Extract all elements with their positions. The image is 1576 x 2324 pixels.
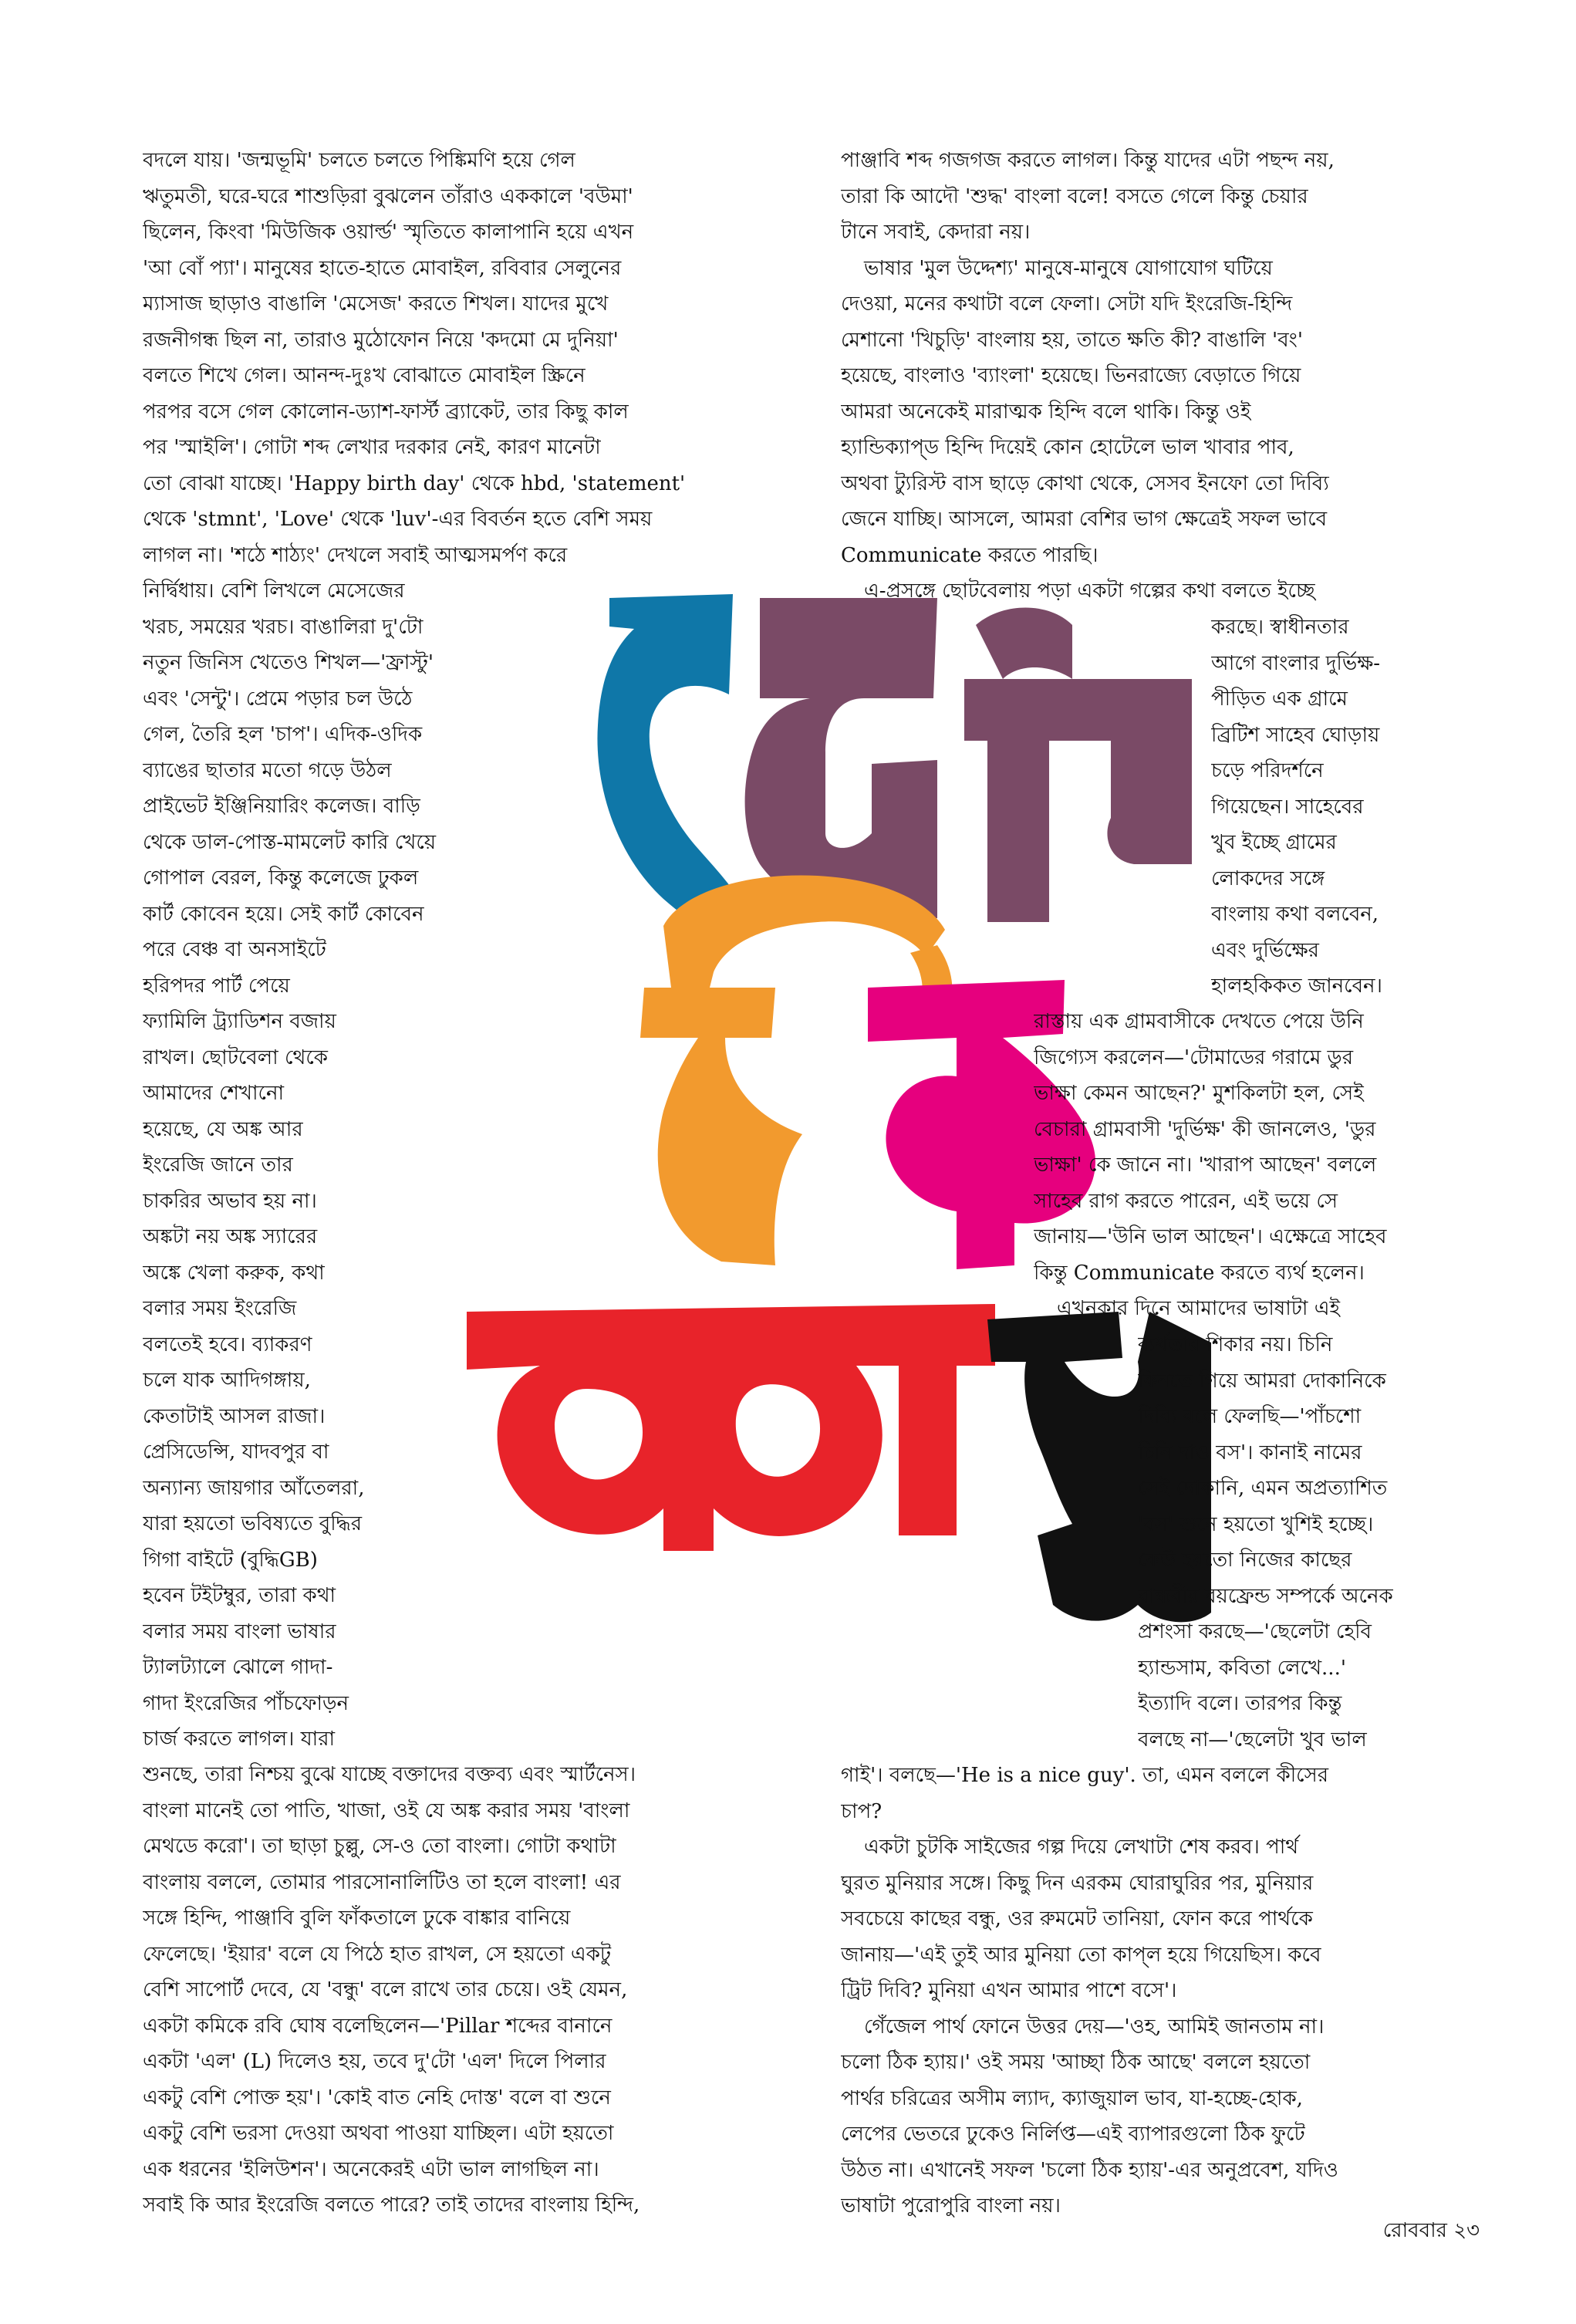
text-line: লেপের ভেতরে ঢুকেও নির্লিপ্ত—এই ব্যাপারগুলো ঠিক ফুটে (841, 2123, 1305, 2146)
text-line: যারা হয়তো ভবিষ্যতে বুদ্ধির (143, 1512, 363, 1535)
headline-cha-glyph (597, 594, 745, 936)
text-line: চিনি দাও বস'। কানাই নামের (1138, 1441, 1362, 1464)
text-line: গিয়েছেন। সাহেবের (1211, 795, 1364, 819)
text-line: একটা চুটকি সাইজের গল্প দিয়ে লেখাটা শেষ করব। পার্থ (864, 1836, 1299, 1859)
text-line: চলো ঠিক হ্যায়।' ওই সময় 'আচ্ছা ঠিক আছে' বললে হয়তো (841, 2051, 1311, 2074)
text-line: বলার সময় ইংরেজি (143, 1297, 297, 1320)
text-line: ভাক্ষা কেমন আছেন?' মুশকিলটা হল, সেই (1034, 1082, 1364, 1105)
text-line: এ-প্রসঙ্গে ছোটবেলায় পড়া একটা গল্পের কথা বলতে ইচ্ছে (864, 579, 1315, 603)
page-folio: রোববার ২৩ (1382, 2219, 1480, 2242)
text-line: আমরা অনেকেই মারাত্মক হিন্দি বলে থাকি। কিন্তু ওই (841, 400, 1251, 424)
text-line: বলছে না—'ছেলেটা খুব ভাল (1138, 1728, 1367, 1751)
text-line: বদলে যায়। 'জন্মভূমি' চলতে চলতে পিঙ্কিমণি হয়ে গেল (143, 149, 575, 172)
text-line: বলতেই হবে। ব্যাকরণ (143, 1333, 312, 1356)
text-line: গোপাল বেরল, কিন্তু কলেজে ঢুকল (143, 866, 419, 890)
right-column-bottom (841, 1758, 1512, 2224)
text-line: হয়েছে, যে অঙ্ক আর (143, 1117, 303, 1141)
text-line: একটা কমিকে রবি ঘোষ বলেছিলেন—'Pillar শব্দের বানানে (143, 2014, 613, 2038)
text-line: আমাদের শেখানো (143, 1082, 285, 1105)
text-line: অঙ্কটা নয় অঙ্ক স্যারের (143, 1225, 318, 1248)
text-line: পর 'স্মাইলি'। গোটা শব্দ লেখার দরকার নেই, কারণ মানেটা (143, 436, 601, 459)
text-line: চাপ? (841, 1799, 882, 1823)
text-line: হবেন টইটম্বুর, তারা কথা (143, 1584, 336, 1607)
text-line: কিনতে গিয়ে আমরা দোকানিকে (1138, 1369, 1386, 1393)
text-line: চাকরির অভাব হয় না। (143, 1189, 317, 1213)
text-line: রজনীগন্ধ ছিল না, তারাও মুঠোফোন নিয়ে 'কদমো মে দুনিয়া' (143, 328, 619, 352)
text-line: বাংলায় কথা বলবেন, (1211, 903, 1379, 926)
text-line: প্রশংসা করছে—'ছেলেটা হেবি (1138, 1620, 1372, 1643)
text-line: সবচেয়ে কাছের বন্ধু, ওর রুমমেট তানিয়া, ফোন করে পার্থকে (841, 1907, 1313, 1930)
text-line: ট্যালট্যালে ঝোলে গাদা- (143, 1656, 333, 1679)
text-line: গেল, তৈরি হল 'চাপ'। এদিক-ওদিক (143, 723, 423, 746)
text-line: প্রাইভেট ইঞ্জিনিয়ারিং কলেজ। বাড়ি (143, 795, 420, 818)
text-line: গিগা বাইটে (বুদ্ধিGB) (143, 1548, 318, 1572)
text-line: Communicate করতে পারছি। (841, 543, 1098, 567)
headline-lo-glyph (745, 598, 1192, 922)
text-line: সেই দোকানি, এমন অপ্রত্যাশিত (1138, 1477, 1388, 1500)
text-line: একটু বেশি ভরসা দেওয়া অথবা পাওয়া যাচ্ছিল। এটা হয়তো (143, 2122, 614, 2145)
text-line: উঠত না। এখানেই সফল 'চলো ঠিক হ্যায়'-এর অনুপ্রবেশ, যদিও (841, 2158, 1338, 2182)
text-line: পরে বেঞ্চ বা অনসাইটে (143, 938, 326, 961)
text-line: নির্দ্বিধায়। বেশি লিখলে মেসেজের (143, 579, 405, 603)
text-line: বেচারা গ্রামবাসী 'দুর্ভিক্ষ' কী জানলেও, 'ডুর (1034, 1117, 1376, 1141)
text-line: ফেলেছে। 'ইয়ার' বলে যে পিঠে হাত রাখল, সে হয়তো একটু (143, 1942, 612, 1966)
text-line: খরচ, সময়ের খরচ। বাঙালিরা দু'টো (143, 615, 424, 639)
text-line: ফ্যামিলি ট্র্যাডিশন বজায় (143, 1010, 336, 1033)
text-line: আগে বাংলার দুর্ভিক্ষ- (1211, 651, 1381, 675)
text-line: লোকদের সঙ্গে (1211, 866, 1325, 890)
text-line: ইংরেজি জানে তার (143, 1154, 293, 1177)
text-line: প্রেসিডেন্সি, যাদবপুর বা (143, 1441, 329, 1464)
text-line: গাই'। বলছে—'He is a nice guy'. তা, এমন বললে কীসের (841, 1764, 1329, 1787)
text-line: অথবা ট্যুরিস্ট বাস ছাড়ে কোথা থেকে, সেসব ইনফো তো দিব্যি (841, 471, 1329, 495)
text-line: ভাষাটা পুরোপুরি বাংলা নয়। (841, 2194, 1061, 2218)
text-line: ইত্যাদি বলে। তারপর কিন্তু (1138, 1692, 1342, 1715)
text-line: গেঁজেল পার্থ ফোনে উত্তর দেয়—'ওহ, আমিই জানতাম না। (864, 2015, 1325, 2039)
text-line: বেশি সাপোর্ট দেবে, যে 'বন্ধু' বলে রাখে তার চেয়ে। ওই যেমন, (143, 1978, 628, 2001)
text-line: ঘুরত মুনিয়ার সঙ্গে। কিছু দিন এরকম ঘোরাঘুরির পর, মুনিয়ার (841, 1871, 1314, 1895)
text-line: ভাষার 'মুল উদ্দেশ্য' মানুষে-মানুষে যোগাযোগ ঘটিয়ে (864, 256, 1273, 280)
text-line: পরপর বসে গেল কোলোন-ড্যাশ-ফার্স্ট ব্র্যাকেট, তার কিছু কাল (143, 400, 629, 424)
headline-hya-glyph (467, 1304, 995, 1551)
text-line: তারা কি আদৌ 'শুদ্ধ' বাংলা বলে! বসতে গেলে কিন্তু চেয়ার (841, 184, 1308, 208)
left-column-top (143, 143, 814, 573)
text-line: লাগল না। 'শঠে শাঠ্যং' দেখলে সবাই আত্মসমর্পণ করে (143, 543, 568, 567)
text-line: কেতাটাই আসল রাজা। (143, 1404, 326, 1428)
left-column-bottom (143, 1757, 814, 2224)
text-line: মেথডে করো'। তা ছাড়া চুল্লু, সে-ও তো বাংলা। গোটা কথাটা (143, 1835, 616, 1858)
text-line: হয়েছে, বাংলাও 'ব্যাংলা' হয়েছে। ভিনরাজ্যে বেড়াতে গিয়ে (841, 364, 1301, 387)
right-column-narrow-1 (1211, 610, 1512, 1005)
text-line: দিব্যি বলে ফেলছি—'পাঁচশো (1138, 1405, 1362, 1428)
text-line: পাঞ্জাবি শব্দ গজগজ করতে লাগল। কিন্তু যাদের এটা পছন্দ নয়, (841, 149, 1335, 172)
text-line: রাস্তায় এক গ্রামবাসীকে দেখতে পেয়ে উনি (1034, 1010, 1364, 1033)
text-line: বাংলা মানেই তো পাতি, খাজা, ওই যে অঙ্ক করার সময় 'বাংলা (143, 1799, 630, 1822)
text-line: চলে যাক আদিগঙ্গায়, (143, 1369, 311, 1392)
text-line: হ্যান্ডিক্যাপ্‌ড হিন্দি দিয়েই কোন হোটেলে ভাল খাবার পাব, (841, 436, 1294, 459)
text-line: বাংলায় বললে, তোমার পারসোনালিটিও তা হলে বাংলা! এর (143, 1870, 621, 1894)
text-line: হালহকিকত জানবেন। (1211, 975, 1382, 998)
text-line: দেওয়া, মনের কথাটা বলে ফেলা। সেটা যদি ইংরেজি-হিন্দি (841, 292, 1293, 316)
text-line: অঙ্কে খেলা করুক, কথা (143, 1261, 325, 1285)
text-line: ব্যাঙের ছাতার মতো গড়ে উঠল (143, 758, 392, 782)
text-line: চড়ে পরিদর্শনে (1211, 759, 1324, 782)
text-line: থেকে ডাল-পোস্ত-মামলেট কারি খেয়ে (143, 830, 437, 854)
text-line: পীড়িত এক গ্রামে (1211, 687, 1348, 711)
text-line: জেনে যাচ্ছি। আসলে, আমরা বেশির ভাগ ক্ষেত্রেই সফল ভাবে (841, 508, 1328, 531)
text-line: সবাই কি আর ইংরেজি বলতে পারে? তাই তাদের বাংলায় হিন্দি, (143, 2194, 640, 2217)
text-line: ঋতুমতী, ঘরে-ঘরে শাশুড়িরা বুঝলেন তাঁরাও এককালে 'বউমা' (143, 184, 633, 208)
text-line: মেশানো 'খিচুড়ি' বাংলায় হয়, তাতে ক্ষতি কী? বাঙালি 'বং' (841, 328, 1304, 352)
text-line: করছে। স্বাধীনতার (1211, 616, 1349, 639)
text-line: তো বোঝা যাচ্ছে। 'Happy birth day' থেকে hbd, 'statement' (143, 471, 686, 495)
text-line: হরিপদর পার্ট পেয়ে (143, 974, 290, 998)
text-line: বলার সময় বাংলা ভাষার (143, 1620, 336, 1643)
text-line: এক ধরনের 'ইলিউশন'। অনেকেরই এটা ভাল লাগছিল না। (143, 2157, 599, 2181)
right-column-top (841, 143, 1512, 610)
text-line: কার্ট কোবেন হয়ে। সেই কার্ট কোবেন (143, 902, 424, 926)
text-line: থেকে 'stmnt', 'Love' থেকে 'luv'-এর বিবর্তন হতে বেশি সময় (143, 508, 653, 531)
text-line: একটা 'এল' (L) দিলেও হয়, তবে দু'টো 'এল' দিলে পিলার (143, 2050, 606, 2073)
left-column-narrow (143, 573, 521, 1758)
text-line: কিন্তু Communicate করতে ব্যর্থ হলেন। (1034, 1261, 1365, 1285)
text-line: ট্রিট দিবি? মুনিয়া এখন আমার পাশে বসে'। (841, 1979, 1177, 2002)
text-line: সঙ্গে হিন্দি, পাঞ্জাবি বুলি ফাঁকতালে ঢুকে বাঙ্কার বানিয়ে (143, 1907, 571, 1930)
text-line: জানায়—'উনি ভাল আছেন'। এক্ষেত্রে সাহেব (1034, 1225, 1387, 1248)
text-line: একটু বেশি পোক্ত হয়'। 'কোই বাত নেহি দোস্ত' বলে বা শুনে (143, 2086, 611, 2110)
text-line: এবং দুর্ভিক্ষের (1211, 938, 1319, 962)
text-line: বান্ধবীর বয়ফ্রেন্ড সম্পর্কে অনেক (1138, 1584, 1393, 1608)
text-line: চার্জ করতে লাগল। যারা (143, 1728, 336, 1751)
text-line: জানায়—'এই তুই আর মুনিয়া তো কাপ্‌ল হয়ে গিয়েছিস। কবে (841, 1943, 1321, 1967)
text-line: জিগ্যেস করলেন—'টোমাডের গরামে ডুর (1034, 1045, 1353, 1069)
text-line: ম্যাসাজ ছাড়াও বাঙালি 'মেসেজ' করতে শিখল। যাদের মুখে (143, 292, 609, 316)
text-line: ব্যর্থতার শিকার নয়। চিনি (1138, 1333, 1333, 1356)
text-line: 'আ বোঁ প্যা'। মানুষের হাতে-হাতে মোবাইল, রবিবার সেলুনের (143, 256, 622, 280)
text-line: পার্থর চরিত্রের অসীম ল্যাদ, ক্যাজুয়াল ভাব, যা-হচ্ছে-হোক, (841, 2086, 1303, 2110)
headline-thi-glyph (640, 875, 952, 1265)
text-line: হ্যান্ডসাম, কবিতা লেখে...' (1138, 1656, 1346, 1680)
text-line: সাহেব রাগ করতে পারেন, এই ভয়ে সে (1034, 1189, 1338, 1213)
text-line: খুব ইচ্ছে গ্রামের (1211, 831, 1337, 854)
text-line: এবং 'সেন্টু'। প্রেমে পড়ার চল উঠে (143, 687, 413, 711)
text-line: কেউ হয়তো নিজের কাছের (1138, 1549, 1352, 1572)
text-line: গাদা ইংরেজির পাঁচফোড়ন (143, 1691, 349, 1715)
text-line: ছিলেন, কিংবা 'মিউজিক ওয়ার্ল্ড' স্মৃতিতে কালাপানি হয়ে এখন (143, 221, 634, 244)
text-line: টানে সবাই, কেদারা নয়। (841, 221, 1031, 244)
text-line: 'বস' শুনে হয়তো খুশিই হচ্ছে। (1138, 1512, 1374, 1536)
right-column-mid (1034, 1004, 1512, 1327)
text-line: ভাক্ষা' কে জানে না। 'খারাপ আছেন' বললে (1034, 1154, 1377, 1177)
right-column-narrow-2 (1138, 1327, 1512, 1758)
text-line: এখনকার দিনে আমাদের ভাষাটা এই (1057, 1297, 1341, 1320)
text-line: রাখল। ছোটবেলা থেকে (143, 1045, 328, 1069)
text-line: ব্রিটিশ সাহেব ঘোড়ায় (1211, 723, 1380, 747)
text-line: বলতে শিখে গেল। আনন্দ-দুঃখ বোঝাতে মোবাইল স্ক্রিনে (143, 364, 586, 387)
text-line: শুনছে, তারা নিশ্চয় বুঝে যাচ্ছে বক্তাদের বক্তব্য এবং স্মার্টনেস। (143, 1763, 636, 1786)
text-line: অন্যান্য জায়গার আঁতেলরা, (143, 1476, 365, 1500)
text-line: নতুন জিনিস খেতেও শিখল—'ফ্রাস্টু' (143, 651, 434, 674)
